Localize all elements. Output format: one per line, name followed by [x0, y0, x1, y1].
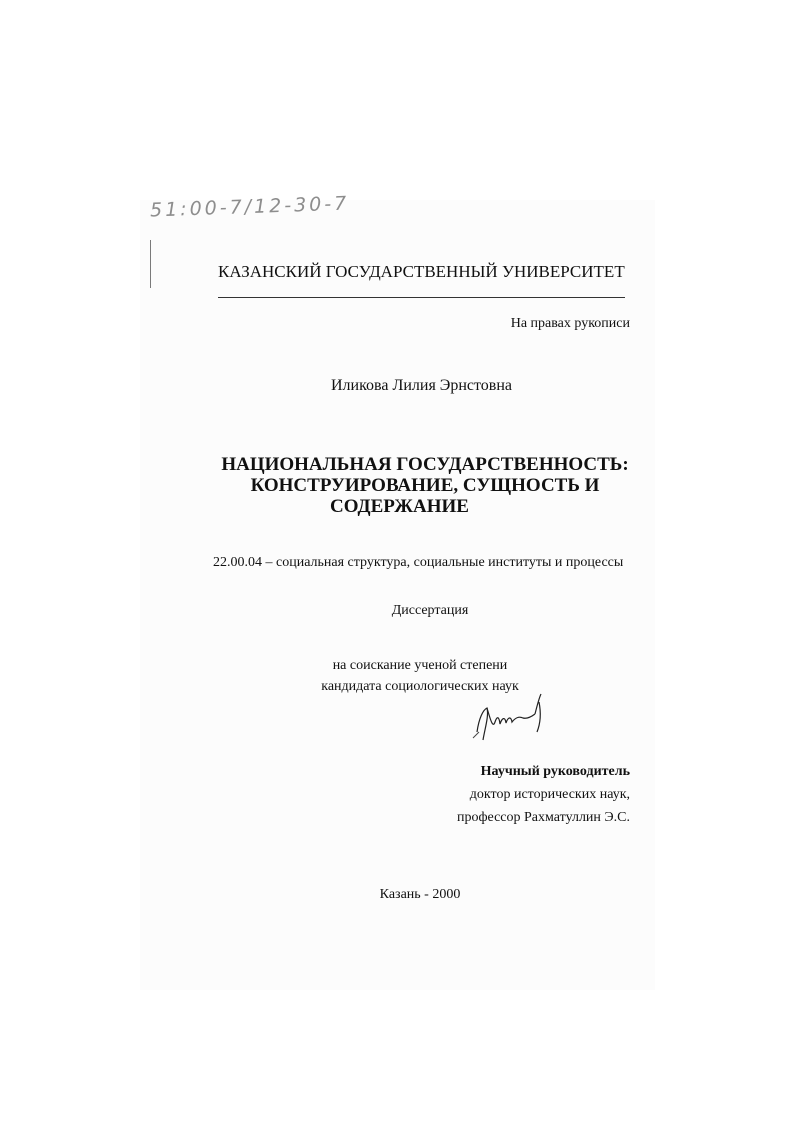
degree-line-1: на соискание ученой степени — [332, 658, 508, 673]
city-year: Казань - 2000 — [379, 887, 461, 902]
supervisor-block — [430, 760, 630, 829]
archive-number: 51:00-7/12-30-7 — [149, 192, 350, 222]
supervisor-name: профессор Рахматуллин Э.С. — [456, 810, 630, 825]
supervisor-degree: доктор исторических наук, — [469, 787, 630, 802]
author-name: Иликова Лилия Эрнстовна — [330, 377, 513, 394]
specialty-code: 22.00.04 – социальная структура, социальные институты и процессы — [213, 555, 624, 570]
title-line-2: КОНСТРУИРОВАНИЕ, СУЩНОСТЬ И — [250, 475, 600, 496]
dissertation-title — [215, 454, 635, 517]
degree-line-2: кандидата социологических наук — [321, 679, 519, 694]
handwritten-signature — [465, 688, 555, 748]
margin-mark — [150, 240, 151, 288]
university-name: КАЗАНСКИЙ ГОСУДАРСТВЕННЫЙ УНИВЕРСИТЕТ — [218, 262, 625, 281]
manuscript-note: На правах рукописи — [510, 316, 630, 331]
title-line-1: НАЦИОНАЛЬНАЯ ГОСУДАРСТВЕННОСТЬ: — [221, 454, 629, 475]
document-type: Диссертация — [391, 603, 469, 618]
title-line-3: СОДЕРЖАНИЕ — [330, 496, 469, 517]
supervisor-role: Научный руководитель — [480, 764, 630, 779]
university-underline — [218, 297, 625, 298]
